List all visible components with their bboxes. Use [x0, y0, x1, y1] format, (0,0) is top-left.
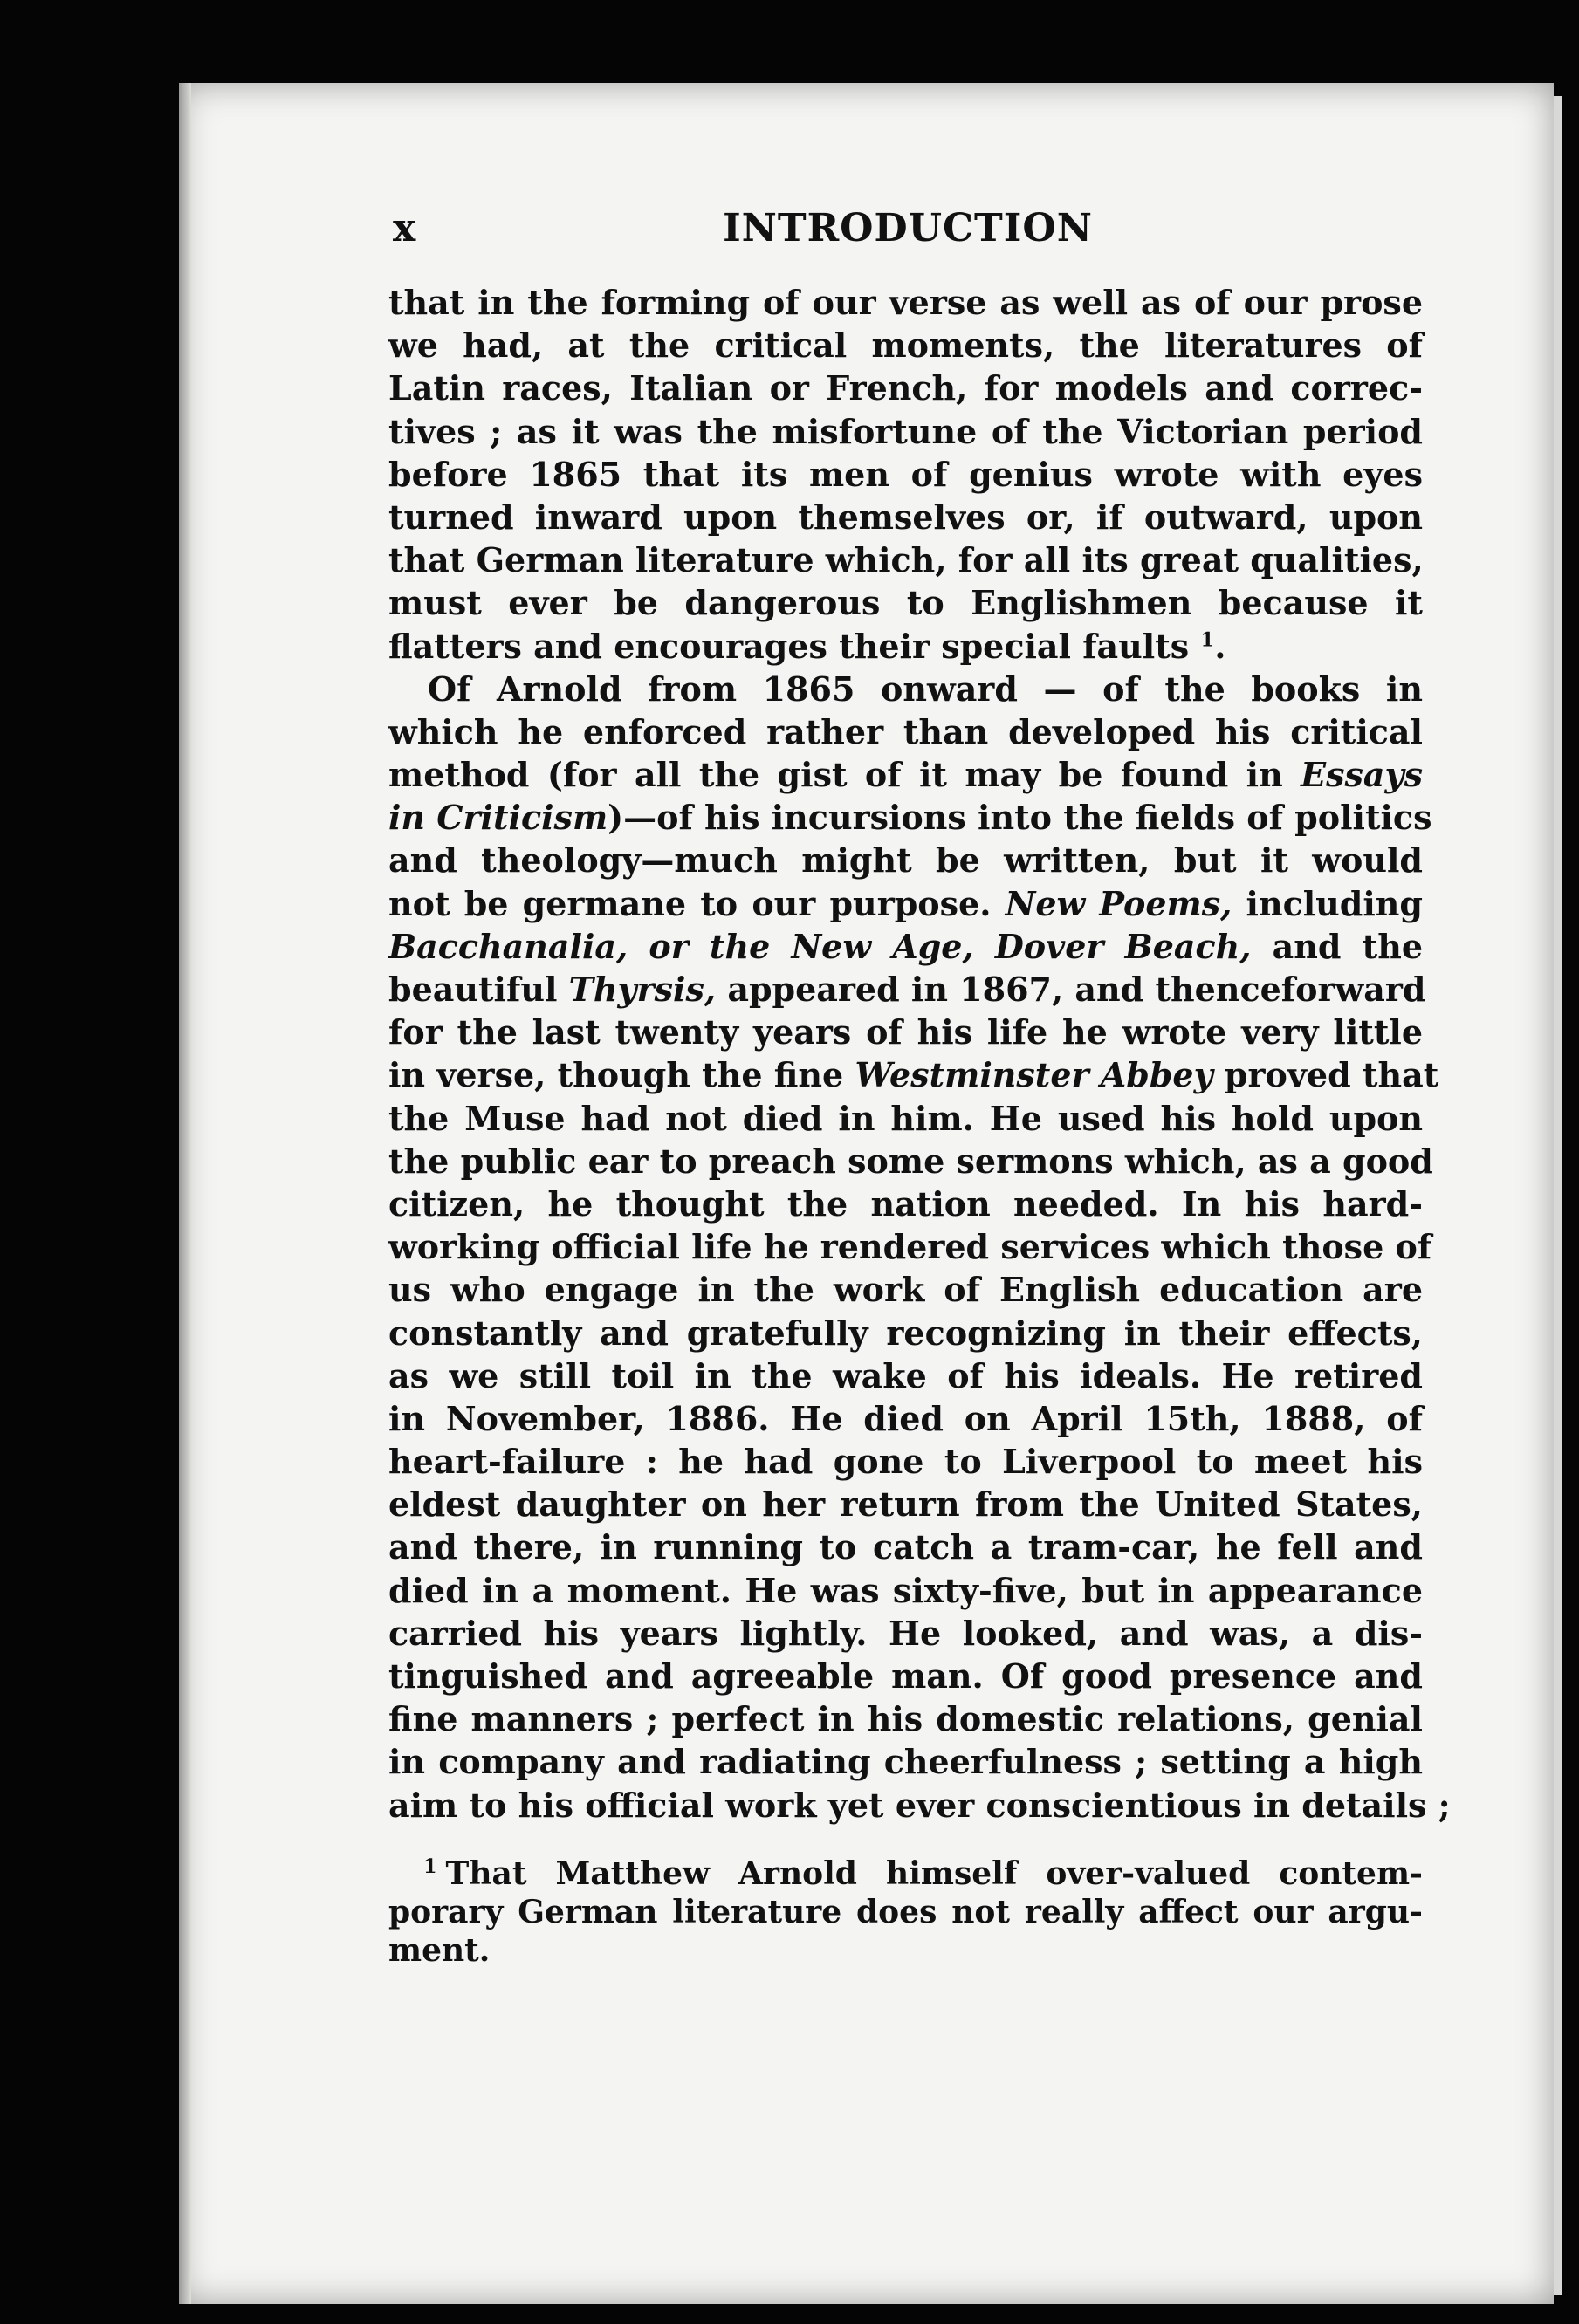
footnote: [388, 1854, 1423, 1970]
text-line: before 1865 that its men of genius wrote with eyes: [388, 454, 1423, 494]
text-line: Of Arnold from 1865 onward — of the books in: [428, 668, 1423, 709]
text-line: [388, 882, 1423, 925]
text-line: tives ; as it was the misfortune of the Victorian period: [388, 411, 1423, 451]
text-line: that German literature which, for all its great qualities,: [388, 540, 1424, 580]
italic-title: New Poems,: [1005, 883, 1232, 923]
footnote-line: ment.: [388, 1932, 491, 1969]
running-head: INTRODUCTION: [723, 206, 1093, 250]
text-fragment: flatters and encourages their special faults: [388, 626, 1190, 666]
text-fragment: in verse, though the fine: [388, 1055, 844, 1095]
text-line: which he enforced rather than developed his critical: [388, 711, 1423, 751]
text-fragment: )—of his incursions into the fields of politics: [608, 798, 1432, 838]
text-line: we had, at the critical moments, the literatures of: [388, 326, 1423, 366]
text-line: in company and radiating cheerfulness ; setting a high: [388, 1742, 1423, 1782]
text-line: the Muse had not died in him. He used his hold upon: [388, 1098, 1423, 1138]
text-fragment: method (for all the gist of it may be found in: [388, 755, 1283, 795]
text-line: and theology—much might be written, but it would: [388, 840, 1423, 881]
text-line: the public ear to preach some sermons which, as a good: [388, 1141, 1433, 1181]
body-text: [388, 281, 1451, 1827]
text-line: carried his years lightly. He looked, and was, a dis-: [388, 1613, 1423, 1653]
text-line: [388, 925, 1423, 968]
text-line: tinguished and agreeable man. Of good presence and: [388, 1656, 1423, 1696]
italic-title: in Criticism: [388, 798, 608, 838]
page-binding-edge: [179, 83, 191, 2304]
text-line: Latin races, Italian or French, for models and correc-: [388, 368, 1423, 408]
footnote-line: porary German literature does not really affect our argu-: [388, 1894, 1423, 1930]
text-line: aim to his official work yet ever conscientious in details ;: [388, 1785, 1451, 1825]
text-fragment: proved that: [1224, 1055, 1439, 1095]
footnote-reference: 1: [1200, 627, 1215, 651]
text-line: working official life he rendered services which those of: [388, 1227, 1432, 1267]
footnote-text: That Matthew Arnold himself over-valued contem-: [445, 1855, 1423, 1892]
text-line: constantly and gratefully recognizing in their effects,: [388, 1313, 1423, 1353]
text-line: [388, 968, 1426, 1011]
text-line: us who engage in the work of English education are: [388, 1270, 1423, 1310]
text-line: that in the forming of our verse as well as of our prose: [388, 283, 1423, 322]
text-line: as we still toil in the wake of his ideals. He retired: [388, 1355, 1423, 1395]
text-line: eldest daughter on her return from the United States,: [388, 1484, 1423, 1525]
text-line: turned inward upon themselves or, if outward, upon: [388, 497, 1423, 537]
text-line: and there, in running to catch a tram-car, he fell and: [388, 1527, 1423, 1567]
text-line: flatters and encourages their special faults $^1$.: [388, 626, 1226, 666]
text-fragment: and the: [1251, 926, 1423, 966]
text-fragment: appeared in 1867, and thenceforward: [727, 970, 1426, 1009]
page-header: [393, 206, 1423, 258]
text-line: citizen, he thought the nation needed. In his hard-: [388, 1183, 1423, 1224]
text-line: for the last twenty years of his life he wrote very little: [388, 1012, 1423, 1052]
footnote-line: [388, 1854, 1423, 1893]
italic-title: Thyrsis,: [568, 970, 717, 1009]
text-line: [388, 796, 1432, 839]
italic-title: Essays: [1301, 755, 1423, 795]
text-line: heart-failure : he had gone to Liverpool to meet his: [388, 1442, 1423, 1482]
text-line: [388, 1053, 1439, 1096]
text-line: must ever be dangerous to Englishmen because it: [388, 583, 1423, 623]
text-fragment: beautiful: [388, 970, 558, 1009]
italic-title: Westminster Abbey: [855, 1055, 1213, 1095]
text-fragment: including: [1246, 883, 1423, 923]
page-right-edge: [1554, 96, 1562, 2295]
footnote-mark: 1: [423, 1855, 437, 1878]
text-line: [388, 753, 1423, 796]
page-number: x: [393, 206, 416, 250]
italic-title: Bacchanalia, or the New Age, Dover Beach,: [388, 926, 1252, 966]
text-line: in November, 1886. He died on April 15th, 1888, of: [388, 1398, 1423, 1438]
text-fragment: not be germane to our purpose.: [388, 883, 992, 923]
text-line: died in a moment. He was sixty-five, but in appearance: [388, 1570, 1423, 1610]
text-line: fine manners ; perfect in his domestic relations, genial: [388, 1699, 1423, 1739]
